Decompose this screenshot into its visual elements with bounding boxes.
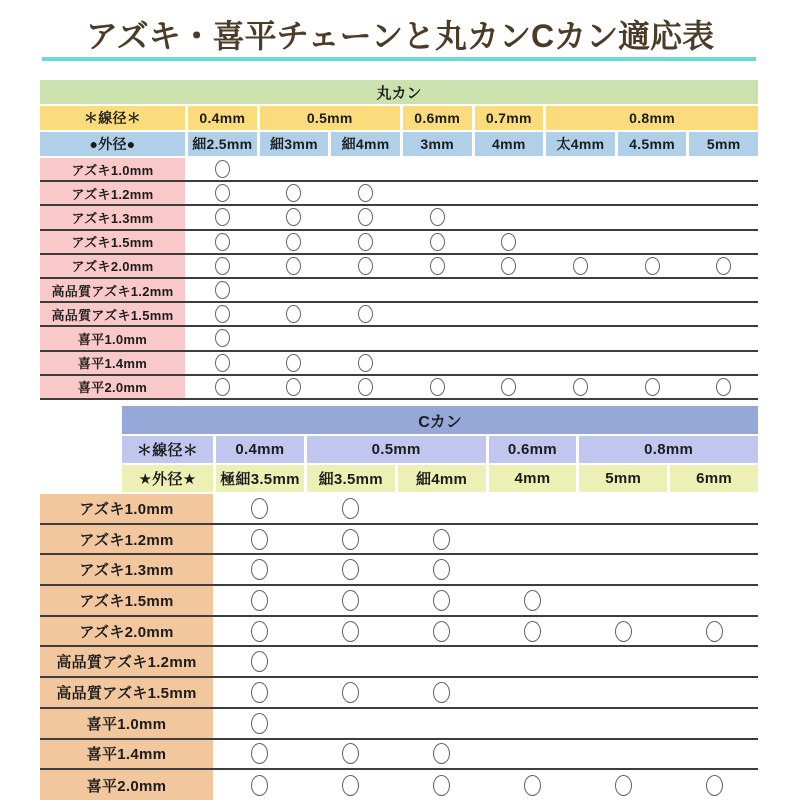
compat-cell	[546, 182, 615, 204]
compat-cell	[403, 182, 472, 204]
compat-cell	[670, 525, 758, 554]
compat-cell	[260, 158, 329, 180]
compatible-circle-icon	[358, 233, 373, 251]
compat-cell	[331, 376, 400, 398]
compat-cell	[475, 158, 544, 180]
compatible-circle-icon	[251, 529, 268, 550]
outer-size-cell: 4mm	[475, 132, 544, 156]
compat-cell	[260, 327, 329, 349]
compatible-circle-icon	[524, 590, 541, 611]
compat-cell	[216, 617, 304, 646]
compatible-circle-icon	[342, 498, 359, 519]
table-row	[40, 617, 758, 648]
compat-cell	[398, 586, 486, 615]
compat-cell	[670, 647, 758, 676]
compat-cell	[670, 770, 758, 800]
chain-type-label: アズキ1.3mm	[40, 206, 185, 228]
compat-cell	[579, 740, 667, 769]
compat-cell	[689, 327, 758, 349]
compat-cell	[618, 327, 687, 349]
compatible-circle-icon	[251, 682, 268, 703]
wire-size-cell: 0.5mm	[260, 106, 400, 130]
compat-cell	[403, 231, 472, 253]
compat-cell	[188, 158, 257, 180]
maru-kan-table-body	[40, 158, 758, 400]
compat-cell	[188, 206, 257, 228]
compat-cell	[260, 206, 329, 228]
compatible-circle-icon	[433, 559, 450, 580]
chain-type-label: 喜平1.0mm	[40, 709, 213, 738]
compat-cell	[403, 352, 472, 374]
compat-cell	[489, 494, 577, 523]
compatible-circle-icon	[215, 160, 230, 178]
compat-cell	[618, 182, 687, 204]
compat-cell	[546, 376, 615, 398]
compatible-circle-icon	[251, 743, 268, 764]
compat-cell	[216, 740, 304, 769]
compat-cell	[489, 617, 577, 646]
compat-cell	[331, 352, 400, 374]
compat-cell	[403, 376, 472, 398]
outer-size-cell: 5mm	[689, 132, 758, 156]
compatible-circle-icon	[342, 590, 359, 611]
compatible-circle-icon	[501, 257, 516, 275]
title-underline	[42, 57, 756, 61]
compat-cell	[260, 352, 329, 374]
maru-kan-table	[40, 80, 758, 400]
compatible-circle-icon	[215, 354, 230, 372]
compat-cell	[475, 279, 544, 301]
compatible-circle-icon	[286, 208, 301, 226]
chain-type-label: アズキ1.0mm	[40, 158, 185, 180]
maru-wire-diameter-row	[40, 106, 758, 130]
wire-size-cell: 0.4mm	[188, 106, 257, 130]
compat-cell	[546, 231, 615, 253]
compat-cell	[689, 158, 758, 180]
compat-cell	[403, 279, 472, 301]
compat-cell	[579, 617, 667, 646]
table-row	[40, 376, 758, 400]
compat-cell	[670, 617, 758, 646]
compat-cell	[670, 740, 758, 769]
chain-type-label: 喜平2.0mm	[40, 770, 213, 800]
outer-size-cell: 極細3.5mm	[216, 465, 304, 492]
chain-type-label: 喜平2.0mm	[40, 376, 185, 398]
compatible-circle-icon	[433, 529, 450, 550]
table-row	[40, 327, 758, 351]
table-row	[40, 231, 758, 255]
compatible-circle-icon	[524, 621, 541, 642]
compat-cell	[398, 770, 486, 800]
compat-cell	[188, 352, 257, 374]
chain-type-label: アズキ1.5mm	[40, 586, 213, 615]
compat-cell	[475, 352, 544, 374]
compat-cell	[689, 303, 758, 325]
compatible-circle-icon	[286, 378, 301, 396]
wire-size-cell: 0.7mm	[475, 106, 544, 130]
table-row	[40, 525, 758, 556]
compat-cell	[403, 206, 472, 228]
compatible-circle-icon	[433, 743, 450, 764]
outer-size-cell: 細3.5mm	[307, 465, 395, 492]
compat-cell	[618, 158, 687, 180]
compat-cell	[475, 303, 544, 325]
compat-cell	[331, 303, 400, 325]
table-row	[40, 182, 758, 206]
table-row	[40, 255, 758, 279]
compat-cell	[188, 303, 257, 325]
compatible-circle-icon	[716, 378, 731, 396]
compat-cell	[398, 525, 486, 554]
table-row	[40, 206, 758, 230]
table-row	[40, 770, 758, 800]
compatible-circle-icon	[615, 621, 632, 642]
compatible-circle-icon	[251, 498, 268, 519]
compatible-circle-icon	[342, 621, 359, 642]
compatible-circle-icon	[342, 529, 359, 550]
compatible-circle-icon	[430, 257, 445, 275]
outer-size-cell: 4mm	[489, 465, 577, 492]
outer-size-cell: 3mm	[403, 132, 472, 156]
compat-cell	[403, 327, 472, 349]
compat-cell	[475, 182, 544, 204]
compatible-circle-icon	[358, 208, 373, 226]
compat-cell	[489, 770, 577, 800]
compatible-circle-icon	[251, 651, 268, 672]
compat-cell	[618, 255, 687, 277]
chain-type-label: 高品質アズキ1.5mm	[40, 678, 213, 707]
c-kan-table-body	[40, 494, 758, 800]
compat-cell	[331, 206, 400, 228]
compat-cell	[475, 327, 544, 349]
compat-cell	[307, 617, 395, 646]
compat-cell	[689, 376, 758, 398]
compat-cell	[398, 709, 486, 738]
compat-cell	[307, 678, 395, 707]
compatible-circle-icon	[433, 775, 450, 796]
chain-type-label: アズキ1.2mm	[40, 525, 213, 554]
table-row	[40, 555, 758, 586]
compat-cell	[188, 182, 257, 204]
compat-cell	[475, 231, 544, 253]
wire-size-cell: 0.6mm	[403, 106, 472, 130]
compatible-circle-icon	[215, 233, 230, 251]
compat-cell	[546, 352, 615, 374]
wire-size-cell: 0.6mm	[489, 436, 577, 463]
compat-cell	[398, 617, 486, 646]
compat-cell	[546, 158, 615, 180]
chain-type-label: アズキ2.0mm	[40, 617, 213, 646]
compatible-circle-icon	[286, 354, 301, 372]
compatible-circle-icon	[573, 257, 588, 275]
compat-cell	[670, 678, 758, 707]
table-row	[40, 279, 758, 303]
compat-cell	[403, 158, 472, 180]
wire-size-cell: 0.4mm	[216, 436, 304, 463]
compat-cell	[618, 376, 687, 398]
chain-type-label: アズキ2.0mm	[40, 255, 185, 277]
compat-cell	[546, 303, 615, 325]
compatible-circle-icon	[251, 621, 268, 642]
compatible-circle-icon	[716, 257, 731, 275]
table-row	[40, 586, 758, 617]
outer-size-cell: 太4mm	[546, 132, 615, 156]
compat-cell	[216, 709, 304, 738]
compat-cell	[260, 255, 329, 277]
c-kan-wire-diameter-label: ＊線径＊	[122, 436, 213, 463]
compat-cell	[618, 279, 687, 301]
compat-cell	[670, 709, 758, 738]
table-row	[40, 709, 758, 740]
compatible-circle-icon	[286, 184, 301, 202]
table-row	[40, 740, 758, 771]
chain-type-label: アズキ1.0mm	[40, 494, 213, 523]
compatible-circle-icon	[706, 621, 723, 642]
compat-cell	[398, 647, 486, 676]
compatible-circle-icon	[573, 378, 588, 396]
compat-cell	[216, 586, 304, 615]
compat-cell	[618, 231, 687, 253]
chain-type-label: 喜平1.4mm	[40, 740, 213, 769]
table-row	[40, 678, 758, 709]
compat-cell	[618, 206, 687, 228]
compatible-circle-icon	[358, 257, 373, 275]
outer-size-cell: 細2.5mm	[188, 132, 257, 156]
compat-cell	[489, 678, 577, 707]
compat-cell	[475, 376, 544, 398]
c-kan-table	[40, 406, 758, 800]
compat-cell	[260, 182, 329, 204]
compatible-circle-icon	[524, 775, 541, 796]
compatible-circle-icon	[342, 559, 359, 580]
outer-size-cell: 5mm	[579, 465, 667, 492]
table-row	[40, 494, 758, 525]
compat-cell	[579, 525, 667, 554]
compat-cell	[403, 255, 472, 277]
table-row	[40, 303, 758, 327]
compat-cell	[307, 647, 395, 676]
compat-cell	[403, 303, 472, 325]
compat-cell	[689, 279, 758, 301]
compat-cell	[216, 647, 304, 676]
maru-outer-diameter-label: ●外径●	[40, 132, 185, 156]
compat-cell	[331, 327, 400, 349]
compatible-circle-icon	[358, 305, 373, 323]
compat-cell	[618, 303, 687, 325]
c-kan-wire-diameter-row	[122, 436, 758, 463]
compatible-circle-icon	[342, 743, 359, 764]
wire-size-cell: 0.5mm	[307, 436, 486, 463]
compat-cell	[216, 678, 304, 707]
compatible-circle-icon	[433, 682, 450, 703]
compat-cell	[331, 255, 400, 277]
compatible-circle-icon	[215, 378, 230, 396]
compat-cell	[689, 206, 758, 228]
compatible-circle-icon	[215, 257, 230, 275]
compatible-circle-icon	[215, 281, 230, 299]
compat-cell	[618, 352, 687, 374]
compatible-circle-icon	[433, 590, 450, 611]
table-row	[40, 158, 758, 182]
compatible-circle-icon	[215, 329, 230, 347]
chain-type-label: 高品質アズキ1.5mm	[40, 303, 185, 325]
compat-cell	[260, 376, 329, 398]
compatible-circle-icon	[215, 305, 230, 323]
compat-cell	[579, 678, 667, 707]
wire-size-cell: 0.8mm	[546, 106, 758, 130]
compat-cell	[307, 740, 395, 769]
c-kan-outer-diameter-label: ★外径★	[122, 465, 213, 492]
compat-cell	[579, 709, 667, 738]
page-title: アズキ・喜平チェーンと丸カンCカン適応表	[85, 18, 715, 54]
compat-cell	[546, 206, 615, 228]
compat-cell	[216, 494, 304, 523]
compatible-circle-icon	[215, 184, 230, 202]
compatible-circle-icon	[358, 354, 373, 372]
compatible-circle-icon	[286, 305, 301, 323]
compatible-circle-icon	[215, 208, 230, 226]
chain-type-label: アズキ1.5mm	[40, 231, 185, 253]
compat-cell	[331, 182, 400, 204]
compat-cell	[546, 255, 615, 277]
compat-cell	[489, 586, 577, 615]
compat-cell	[489, 555, 577, 584]
compatible-circle-icon	[501, 233, 516, 251]
compat-cell	[689, 352, 758, 374]
compat-cell	[331, 158, 400, 180]
compatible-circle-icon	[251, 559, 268, 580]
compat-cell	[689, 231, 758, 253]
compat-cell	[670, 555, 758, 584]
compat-cell	[546, 327, 615, 349]
compatible-circle-icon	[251, 713, 268, 734]
compat-cell	[489, 647, 577, 676]
compatible-circle-icon	[358, 378, 373, 396]
compat-cell	[579, 770, 667, 800]
compat-cell	[216, 525, 304, 554]
compat-cell	[307, 525, 395, 554]
wire-size-cell: 0.8mm	[579, 436, 758, 463]
compat-cell	[398, 494, 486, 523]
table-row	[40, 352, 758, 376]
compat-cell	[216, 555, 304, 584]
c-kan-table-header: Cカン	[122, 406, 758, 434]
compatible-circle-icon	[645, 378, 660, 396]
compat-cell	[489, 709, 577, 738]
compatible-circle-icon	[615, 775, 632, 796]
chain-type-label: 喜平1.4mm	[40, 352, 185, 374]
compatible-circle-icon	[358, 184, 373, 202]
outer-size-cell: 細3mm	[260, 132, 329, 156]
compatible-circle-icon	[342, 775, 359, 796]
compatible-circle-icon	[251, 590, 268, 611]
maru-wire-diameter-label: ＊線径＊	[40, 106, 185, 130]
compat-cell	[579, 555, 667, 584]
compat-cell	[579, 494, 667, 523]
compat-cell	[579, 586, 667, 615]
compat-cell	[188, 255, 257, 277]
compat-cell	[260, 279, 329, 301]
compat-cell	[307, 494, 395, 523]
compatible-circle-icon	[706, 775, 723, 796]
compat-cell	[307, 555, 395, 584]
compat-cell	[398, 740, 486, 769]
compat-cell	[260, 231, 329, 253]
compat-cell	[188, 231, 257, 253]
outer-size-cell: 6mm	[670, 465, 758, 492]
compat-cell	[331, 279, 400, 301]
outer-size-cell: 細4mm	[331, 132, 400, 156]
compat-cell	[475, 255, 544, 277]
maru-outer-diameter-row	[40, 132, 758, 156]
compat-cell	[689, 255, 758, 277]
chain-type-label: 高品質アズキ1.2mm	[40, 279, 185, 301]
compat-cell	[689, 182, 758, 204]
compatible-circle-icon	[501, 378, 516, 396]
compatible-circle-icon	[286, 233, 301, 251]
chain-type-label: アズキ1.2mm	[40, 182, 185, 204]
chain-type-label: 喜平1.0mm	[40, 327, 185, 349]
maru-kan-table-header: 丸カン	[40, 80, 758, 104]
compatible-circle-icon	[433, 621, 450, 642]
compat-cell	[188, 327, 257, 349]
outer-size-cell: 細4mm	[398, 465, 486, 492]
outer-size-cell: 4.5mm	[618, 132, 687, 156]
compat-cell	[188, 279, 257, 301]
compat-cell	[260, 303, 329, 325]
compat-cell	[670, 586, 758, 615]
compat-cell	[579, 647, 667, 676]
chain-type-label: 高品質アズキ1.2mm	[40, 647, 213, 676]
compat-cell	[331, 231, 400, 253]
compatible-circle-icon	[430, 378, 445, 396]
chain-type-label: アズキ1.3mm	[40, 555, 213, 584]
compat-cell	[489, 740, 577, 769]
compatible-circle-icon	[430, 208, 445, 226]
compat-cell	[398, 678, 486, 707]
compat-cell	[307, 770, 395, 800]
table-row	[40, 647, 758, 678]
compatible-circle-icon	[430, 233, 445, 251]
compat-cell	[546, 279, 615, 301]
compatible-circle-icon	[251, 775, 268, 796]
compatible-circle-icon	[342, 682, 359, 703]
compat-cell	[307, 586, 395, 615]
compat-cell	[307, 709, 395, 738]
compatible-circle-icon	[645, 257, 660, 275]
compat-cell	[188, 376, 257, 398]
compat-cell	[670, 494, 758, 523]
compatible-circle-icon	[286, 257, 301, 275]
compat-cell	[216, 770, 304, 800]
c-kan-outer-diameter-row	[122, 465, 758, 492]
compat-cell	[475, 206, 544, 228]
compat-cell	[489, 525, 577, 554]
compat-cell	[398, 555, 486, 584]
